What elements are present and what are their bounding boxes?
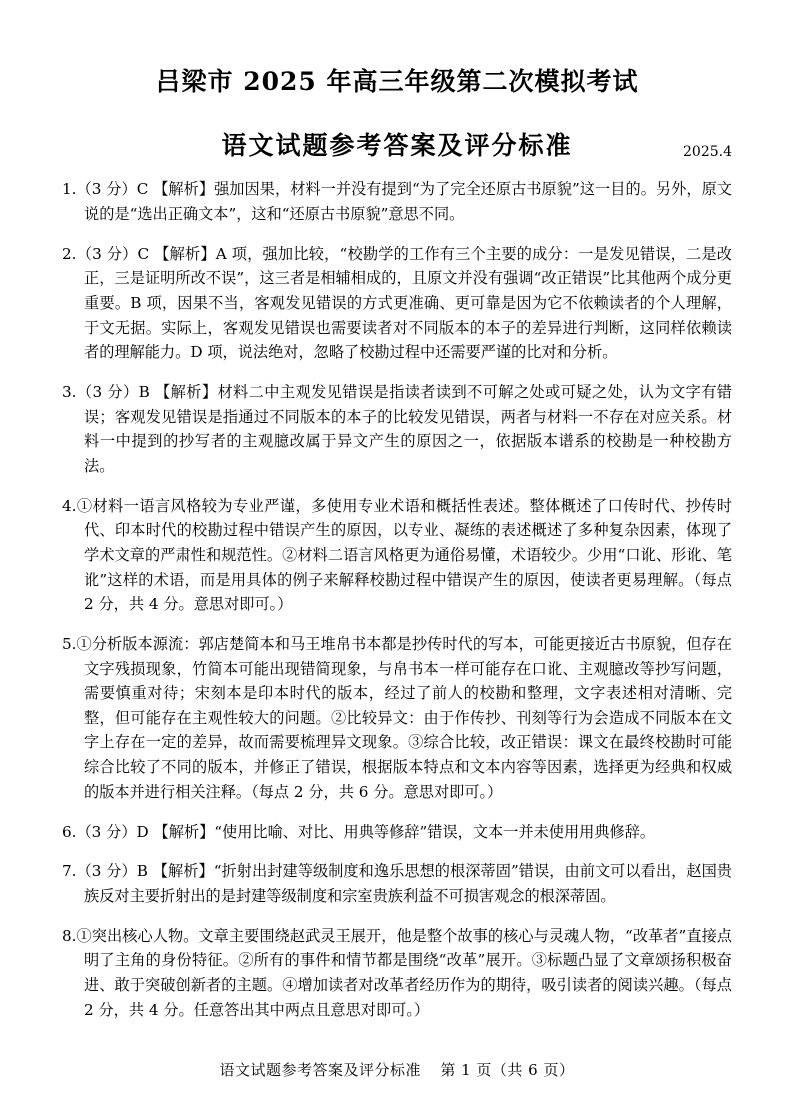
answer-item-7: 7.（3 分）B 【解析】“折射出封建等级制度和逸乐思想的根深蒂固”错误，由前文可以看出，赵国贵族反对主要折射出的是封建等级制度和宗室贵族利益不可损害观念的根深蒂固。 [62, 862, 732, 905]
footer-page-number: 第 1 页（共 6 页） [440, 1061, 575, 1079]
footer-title: 语文试题参考答案及评分标准 [219, 1061, 422, 1079]
answer-item-4: 4.①材料一语言风格较为专业严谨，多使用专业术语和概括性表述。整体概述了口传时代、抄传时代、印本时代的校勘过程中错误产生的原因，以专业、凝练的表述概述了多种复杂因素，体现了学术文章的严肃性和规范性。②材料二语言风格更为通俗易懂，术语较少。少用“口讹、形讹、笔讹”这样的术语，而是用具体的例子来解释校勘过程中错误产生的原因，使读者更易理解。（每点 2 分，共 4 分。意思对即可。） [62, 496, 732, 614]
answers-list [62, 177, 732, 1022]
answer-item-3: 3.（3 分）B 【解析】材料二中主观发见错误是指读者读到不可解之处或可疑之处，认为文字有错误；客观发见错误是指通过不同版本的本子的比较发见错误，两者与材料一不存在对应关系。材料一中提到的抄写者的主观臆改属于异文产生的原因之一，依据版本谱系的校勘是一种校勘方法。 [62, 382, 732, 475]
answer-item-1: 1.（3 分）C 【解析】强加因果，材料一并没有提到“为了完全还原古书原貌”这一目的。另外，原文说的是“选出正确文本”，这和“还原古书原貌”意思不同。 [62, 180, 732, 223]
page-footer [0, 1059, 794, 1080]
subtitle-row [62, 126, 732, 162]
answer-item-8: 8.①突出核心人物。文章主要围绕赵武灵王展开，他是整个故事的核心与灵魂人物，“改革者”直接点明了主角的身份特征。②所有的事件和情节都是围绕“改革”展开。③标题凸显了文章颂扬积极奋进、敢于突破创新者的主题。④增加读者对改革者经历作为的期待，吸引读者的阅读兴趣。（每点 2 分，共 4 分。任意答出其中两点且意思对即可。） [62, 926, 732, 1019]
page-title: 吕梁市 2025 年高三年级第二次模拟考试 [155, 67, 639, 96]
page-subtitle: 语文试题参考答案及评分标准 [221, 131, 573, 160]
answer-item-2: 2.（3 分）C 【解析】A 项，强加比较，“校勘学的工作有三个主要的成分：一是发见错误，二是改正，三是证明所改不误”，这三者是相辅相成的，且原文并没有强调“改正错误”比其他两个成分更重要。B 项，因果不当，客观发见错误的方式更准确、更可靠是因为它不依赖读者的个人理解，于文无据。实际上，客观发见错误也需要读者对不同版本的本子的差异进行判断，这同样依赖读者的理解能力。D 项，说法绝对，忽略了校勘过程中还需要严谨的比对和分析。 [62, 244, 732, 362]
exam-date: 2025.4 [683, 144, 732, 160]
answer-item-6: 6.（3 分）D 【解析】“使用比喻、对比、用典等修辞”错误，文本一并未使用用典修辞。 [62, 822, 656, 841]
answer-item-5: 5.①分析版本源流：郭店楚简本和马王堆帛书本都是抄传时代的写本，可能更接近古书原貌，但存在文字残损现象，竹简本可能出现错简现象，与帛书本一样可能存在口讹、主观臆改等抄写问题，需要慎重对待；宋刻本是印本时代的版本，经过了前人的校勘和整理，文字表述相对清晰、完整，但可能存在主观性较大的问题。②比较异文：由于作传抄、刊刻等行为会造成不同版本在文字上存在一定的差异，故而需要梳理异文现象。③综合比较，改正错误：课文在最终校勘时可能综合比较了不同的版本，并修正了错误，根据版本特点和文本内容等因素，选择更为经典和权威的版本并进行相关注释。（每点 2 分，共 6 分。意思对即可。） [62, 634, 732, 801]
